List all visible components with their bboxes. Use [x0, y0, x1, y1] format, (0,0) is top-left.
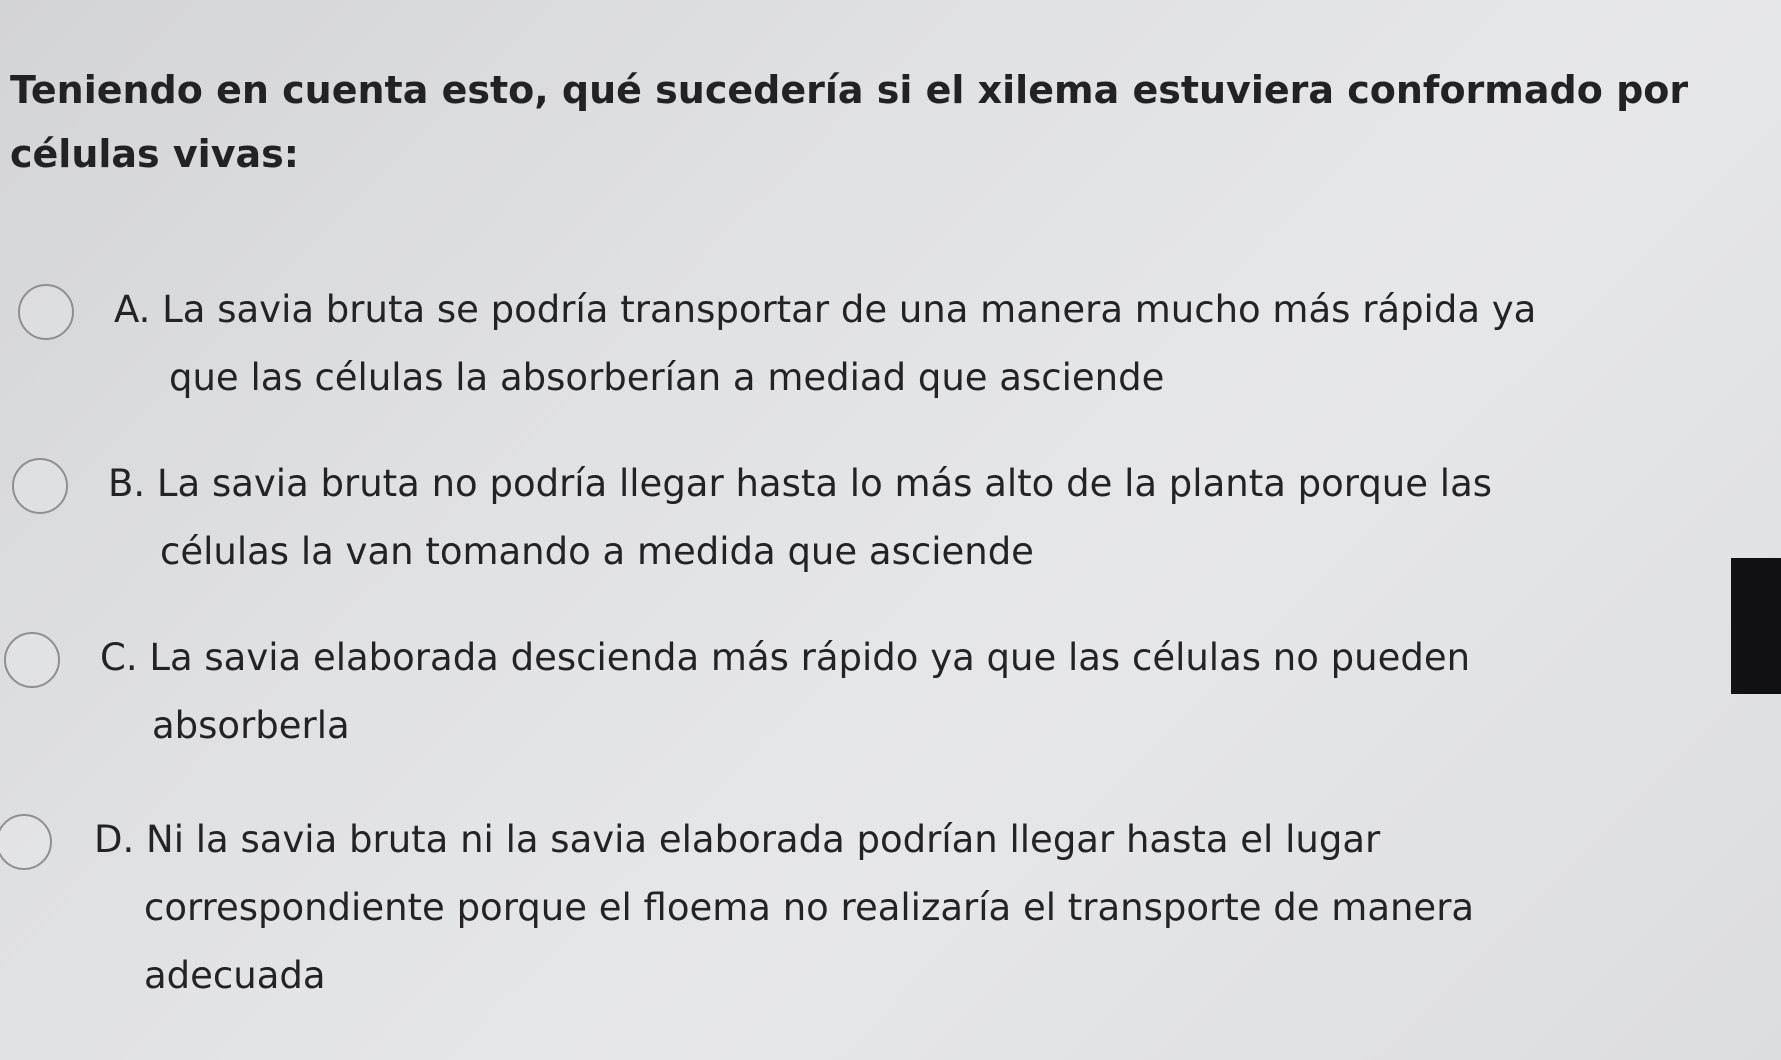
option-d-radio[interactable] [0, 814, 52, 870]
option-c-radio[interactable] [4, 632, 60, 688]
option-d[interactable] [0, 806, 1700, 1026]
option-b-line-1: B. La savia bruta no podría llegar hasta lo más alto de la planta porque las [108, 462, 1493, 505]
option-b-text[interactable] [108, 450, 1492, 586]
option-d-line-3: adecuada [144, 954, 326, 997]
option-c[interactable] [0, 624, 1700, 774]
option-a[interactable] [0, 268, 1700, 418]
option-a-line-1: A. La savia bruta se podría transportar de una manera mucho más rápida ya [114, 288, 1537, 331]
question-text [10, 58, 1710, 186]
screen-edge-shadow [1731, 558, 1781, 694]
question-line-2: células vivas: [10, 132, 299, 176]
option-d-line-2: correspondiente porque el floema no realizaría el transporte de manera [144, 886, 1475, 929]
option-a-text[interactable] [114, 276, 1536, 412]
option-d-text[interactable] [94, 806, 1474, 1010]
option-b-radio[interactable] [12, 458, 68, 514]
option-b[interactable] [0, 446, 1700, 596]
option-a-radio[interactable] [18, 284, 74, 340]
option-d-line-1: D. Ni la savia bruta ni la savia elaborada podrían llegar hasta el lugar [94, 818, 1381, 861]
question-line-1: Teniendo en cuenta esto, qué sucedería si el xilema estuviera conformado por [10, 68, 1689, 112]
option-c-text[interactable] [100, 624, 1470, 760]
option-c-line-2: absorberla [152, 704, 350, 747]
option-c-line-1: C. La savia elaborada descienda más rápido ya que las células no pueden [100, 636, 1471, 679]
option-b-line-2: células la van tomando a medida que asciende [160, 530, 1034, 573]
option-a-line-2: que las células la absorberían a mediad que asciende [169, 356, 1165, 399]
